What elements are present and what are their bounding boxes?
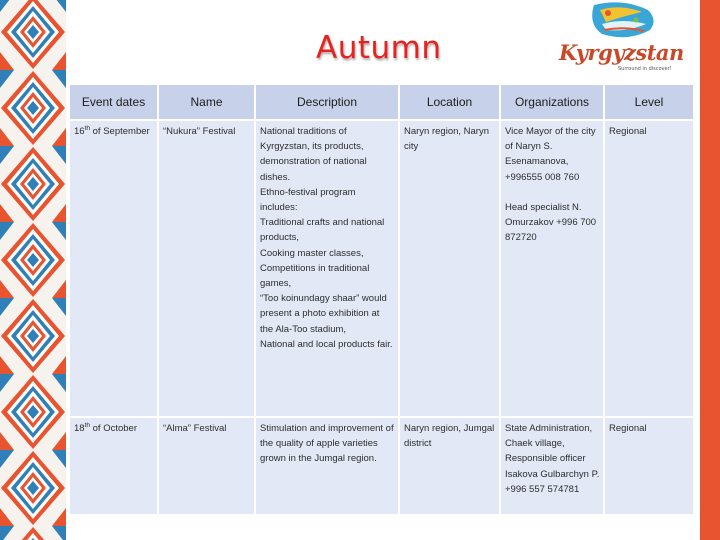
decorative-pattern-left	[0, 0, 66, 540]
description-line: National traditions of Kyrgyzstan, its products, demonstration of national dishes.	[260, 126, 367, 183]
organization-entry: Head specialist N. Omurzakov +996 700 872720	[505, 201, 597, 244]
logo-wordmark: Kyrgyzstan	[559, 40, 684, 65]
organization-entry: Vice Mayor of the city of Naryn S. Esenamanova, +996555 008 760	[505, 126, 596, 183]
header-name: Name	[158, 85, 255, 120]
table-header-row	[70, 85, 694, 120]
header-level: Level	[604, 85, 694, 120]
accent-bar-right	[700, 0, 720, 540]
events-table	[70, 85, 695, 516]
description-line: Traditional crafts and national products,	[260, 217, 385, 244]
cell-event-name: “Alma” Festival	[158, 417, 255, 515]
cell-event-date: 18th of October	[70, 417, 158, 515]
page-title: Autumn	[316, 30, 442, 66]
description-line: Stimulation and improvement of the quality of apple varieties grown in the Jumgal region.	[260, 423, 394, 465]
cell-level: Regional	[604, 120, 694, 417]
table-row	[70, 417, 694, 515]
cell-organizations	[500, 417, 604, 515]
description-line: “Too koinundagy shaar” would present a photo exhibition at the Ala-Too stadium,	[260, 293, 387, 335]
description-line: Cooking master classes,	[260, 247, 364, 259]
cell-location: Naryn region, Jumgal district	[399, 417, 500, 515]
table-row	[70, 120, 694, 417]
cell-location: Naryn region, Naryn city	[399, 120, 500, 417]
logo-tagline: Surround in discover!	[618, 66, 672, 72]
organization-entry: State Administration, Chaek village, Responsible officer Isakova Gulbarchyn P. +996 557 574781	[505, 423, 600, 495]
cell-event-name: “Nukura” Festival	[158, 120, 255, 417]
cell-organizations	[500, 120, 604, 417]
description-line: Ethno-festival program includes:	[260, 186, 356, 214]
header-organizations: Organizations	[500, 85, 604, 120]
cell-description	[255, 120, 399, 417]
cell-level: Regional	[604, 417, 694, 515]
header-location: Location	[399, 85, 500, 120]
description-line: Competitions in traditional games,	[260, 262, 370, 290]
header-description: Description	[255, 85, 399, 120]
cell-description	[255, 417, 399, 515]
header-event-dates: Event dates	[70, 85, 158, 120]
description-line: National and local products fair.	[260, 338, 393, 350]
cell-event-date: 16th of September	[70, 120, 158, 417]
